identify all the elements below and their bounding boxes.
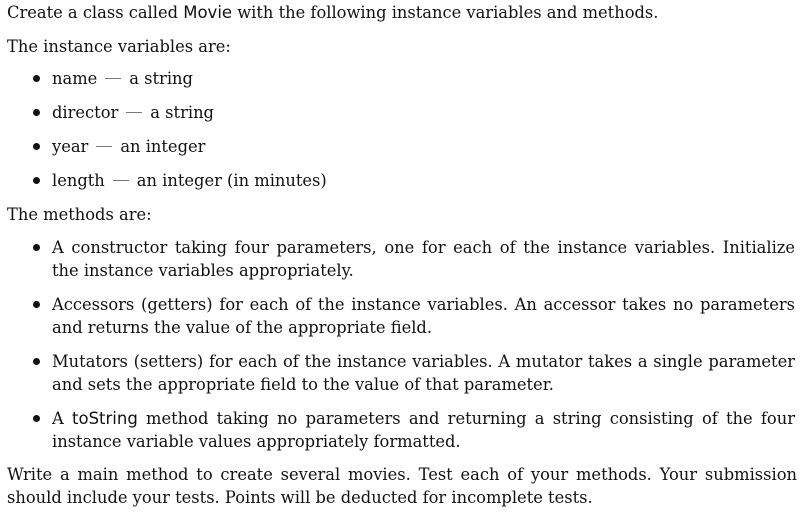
variable-name: length: [52, 171, 105, 190]
list-item-variable-director: [7, 101, 327, 135]
list-item-constructor: [7, 236, 795, 293]
list-item-variable-name: [7, 67, 327, 101]
closing-paragraph: Write a main method to create several movies. Test each of your methods. Your submission should include your tests. Points will be deducted for incomplete tests.: [7, 465, 797, 507]
variable-description: a string: [129, 69, 193, 88]
method-description: A constructor taking four parameters, one for each of the instance variables. Initialize the instance variables appropriately.: [52, 238, 795, 280]
bullet-icon: [33, 358, 40, 365]
bullet-icon: [33, 244, 40, 251]
method-description: Mutators (setters) for each of the instance variables. A mutator takes a single parameter and sets the appropriate field to the value of that parameter.: [52, 352, 795, 394]
method-text: method taking no parameters and returning a string consisting of the four instance variable values appropriately formatted.: [52, 409, 795, 451]
list-item-accessors: [7, 293, 795, 350]
bullet-icon: [33, 177, 40, 184]
bullet-icon: [33, 75, 40, 82]
list-item-mutators: [7, 350, 795, 407]
method-description: Accessors (getters) for each of the instance variables. An accessor takes no parameters and returns the value of the appropriate field.: [52, 295, 795, 337]
bullet-icon: [33, 109, 40, 116]
dash-separator: [126, 112, 142, 113]
variables-heading: The instance variables are:: [7, 37, 231, 56]
variable-name: year: [52, 137, 89, 156]
bullet-icon: [33, 143, 40, 150]
dash-separator: [113, 180, 129, 181]
intro-text-after: with the following instance variables and methods.: [232, 3, 659, 22]
bullet-icon: [33, 301, 40, 308]
list-item-variable-year: [7, 135, 327, 169]
variable-name: name: [52, 69, 98, 88]
class-name: Movie: [183, 3, 233, 22]
dash-separator: [96, 146, 112, 147]
variables-list: [7, 67, 327, 203]
variable-description: a string: [150, 103, 214, 122]
intro-paragraph: [7, 1, 658, 24]
method-description: [52, 407, 795, 453]
method-prefix: A: [52, 409, 72, 428]
dash-separator: [105, 78, 121, 79]
bullet-icon: [33, 415, 40, 422]
method-code-name: toString: [72, 409, 138, 428]
methods-heading: The methods are:: [7, 205, 152, 224]
intro-text-before: Create a class called: [7, 3, 184, 22]
variable-description: an integer: [120, 137, 206, 156]
list-item-tostring: [7, 407, 795, 464]
variable-name: director: [52, 103, 119, 122]
variable-description: an integer (in minutes): [136, 171, 327, 190]
methods-list: [7, 236, 795, 464]
list-item-variable-length: [7, 169, 327, 203]
